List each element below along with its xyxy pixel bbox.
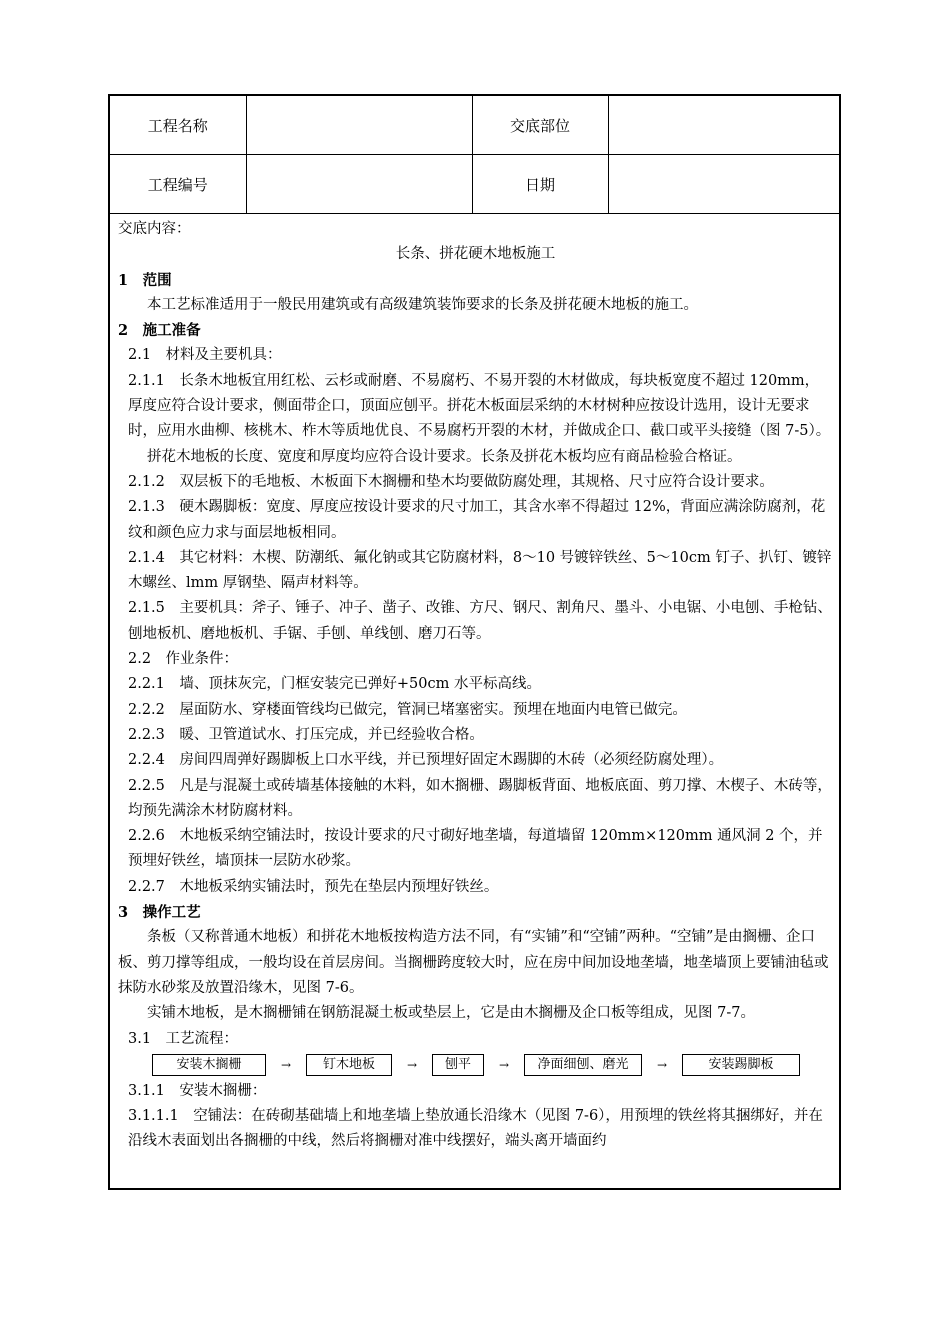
project-no-label: 工程编号 [110,155,246,214]
section-2-2-heading: 2.2 作业条件： [128,651,239,668]
paragraph-2-2-4: 2.2.4 房间四周弹好踢脚板上口水平线，并已预埋好固定木踢脚的木砖（必须经防腐处理）。 [128,752,724,769]
section-1-heading: 1 范围 [118,271,172,289]
section-3-heading: 3 操作工艺 [118,904,201,922]
paragraph-2-1-1: 2.1.1 长条木地板宜用红松、云杉或耐磨、不易腐朽、不易开裂的木材做成，每块板宽度不超过 120mm，厚度应符合设计要求，侧面带企口，顶面应刨平。拼花木板面层采纳的木材树种应按设计选用，设计无要求时，应用水曲柳、核桃木、柞木等质地优良、不易腐朽开裂的木材，并做成企口、截口或平头接缝（图 7-5）。 [128,372,831,440]
flow-step-4: 净面细刨、磨光 [524,1054,642,1076]
paragraph-2-2-1: 2.2.1 墙、顶抹灰完，门框安装完已弹好+50cm 水平标高线。 [128,676,541,693]
paragraph-2-1-5: 2.1.5 主要机具：斧子、锤子、冲子、凿子、改锥、方尺、钢尺、割角尺、墨斗、小电锯、小电刨、手枪钻、刨地板机、磨地板机、手锯、手刨、单线刨、磨刀石等。 [128,600,832,642]
flow-step-2: 钉木地板 [306,1054,392,1076]
project-name-value [246,96,472,155]
handover-part-label: 交底部位 [472,96,608,155]
paragraph-2-1-1-b: 拼花木地板的长度、宽度和厚度均应符合设计要求。长条及拼花木板均应有商品检验合格证。 [147,448,742,465]
paragraph-2-2-7: 2.2.7 木地板采纳实铺法时，预先在垫层内预埋好铁丝。 [128,878,499,895]
section-3-1-1-heading: 3.1.1 安装木搁栅： [128,1082,267,1099]
paragraph-3-a: 条板（又称普通木地板）和拼花木地板按构造方法不同，有“实铺”和“空铺”两种。“空铺”是由搁栅、企口板、剪刀撑等组成，一般均设在首层房间。当搁栅跨度较大时，应在房中间加设地垄墙，地垄墙顶上要铺油毡或抹防水砂浆及放置沿缘木，见图 7-6。 [118,929,829,996]
date-label: 日期 [472,155,608,214]
handover-form [108,94,841,1190]
handover-part-value [608,96,839,155]
paragraph-2-2-5: 2.2.5 凡是与混凝土或砖墙基体接触的木料，如木搁栅、踢脚板背面、地板底面、剪刀撑、木楔子、木砖等，均预先满涂木材防腐材料。 [128,777,832,819]
handover-content [118,217,833,1155]
paragraph-3-1-1-1: 3.1.1.1 空铺法：在砖砌基础墙上和地垄墙上垫放通长沿缘木（见图 7-6），用预埋的铁丝将其捆绑好，并在沿线木表面划出各搁栅的中线，然后将搁栅对准中线摆好，端头离开墙面约 [128,1108,823,1150]
document-title: 长条、拼花硬木地板施工 [395,246,556,263]
flow-arrow-icon: → [656,1057,668,1072]
paragraph-3-b: 实铺木地板，是木搁栅铺在钢筋混凝土板或垫层上，它是由木搁栅及企口板等组成，见图 7-7。 [147,1005,755,1022]
section-1-text: 本工艺标准适用于一般民用建筑或有高级建筑装饰要求的长条及拼花硬木地板的施工。 [147,296,698,313]
flow-step-1: 安装木搁栅 [152,1054,266,1076]
section-2-1-heading: 2.1 材料及主要机具： [128,347,282,364]
content-intro: 交底内容： [118,221,191,237]
paragraph-2-2-2: 2.2.2 屋面防水、穿楼面管线均已做完，管洞已堵塞密实。预埋在地面内电管已做完。 [128,701,687,718]
form-header [110,96,839,214]
header-table [110,96,839,214]
flow-step-5: 安装踢脚板 [682,1054,800,1076]
section-2-heading: 2 施工准备 [118,322,201,340]
paragraph-2-1-4: 2.1.4 其它材料：木楔、防潮纸、氟化钠或其它防腐材料，8～10 号镀锌铁丝、5～10cm 钉子、扒钉、镀锌木螺丝、lmm 厚钢垫、隔声材料等。 [128,549,832,592]
paragraph-2-1-3: 2.1.3 硬木踢脚板：宽度、厚度应按设计要求的尺寸加工，其含水率不得超过 12%，背面应满涂防腐剂，花纹和颜色应力求与面层地板相同。 [128,499,826,541]
paragraph-2-2-6: 2.2.6 木地板采纳空铺法时，按设计要求的尺寸砌好地垄墙，每道墙留 120mm×120mm 通风洞 2 个，并预埋好铁丝，墙顶抹一层防水砂浆。 [128,828,823,870]
flow-arrow-icon: → [280,1057,292,1072]
date-value [608,155,839,214]
project-no-value [246,155,472,214]
flow-arrow-icon: → [406,1057,418,1072]
flow-arrow-icon: → [498,1057,510,1072]
section-3-1-heading: 3.1 工艺流程： [128,1030,239,1047]
flow-step-3: 刨平 [432,1054,484,1076]
project-name-label: 工程名称 [110,96,246,155]
paragraph-2-2-3: 2.2.3 暖、卫管道试水、打压完成，并已经验收合格。 [128,726,484,743]
process-flow [152,1052,833,1079]
paragraph-2-1-2: 2.1.2 双层板下的毛地板、木板面下木搁栅和垫木均要做防腐处理，其规格、尺寸应符合设计要求。 [128,473,774,490]
